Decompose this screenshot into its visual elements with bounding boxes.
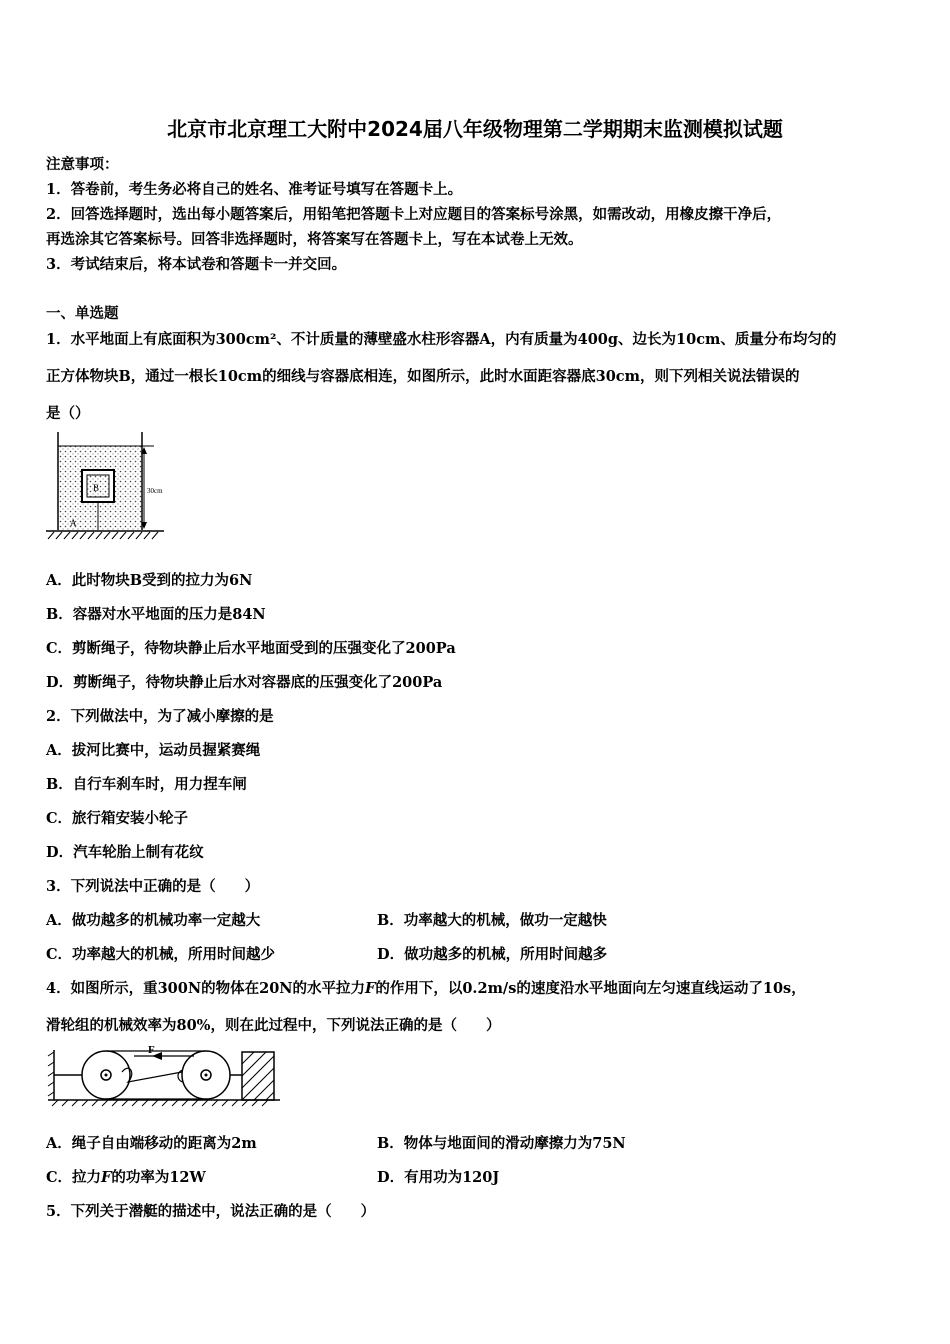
q4-stem-line-1 bbox=[46, 977, 806, 998]
q4-option-a: A．绳子自由端移动的距离为2m bbox=[46, 1135, 257, 1152]
q1-block-label: B bbox=[93, 483, 100, 493]
section-heading: 一、单选题 bbox=[46, 305, 119, 322]
q3-stem: 3．下列说法中正确的是（ ） bbox=[46, 878, 260, 895]
q4-option-b: B．物体与地面间的滑动摩擦力为75N bbox=[377, 1135, 626, 1152]
notice-heading: 注意事项： bbox=[46, 156, 119, 173]
q4-option-c-symbol: F bbox=[101, 1169, 112, 1186]
q2-option-d: D．汽车轮胎上制有花纹 bbox=[46, 844, 204, 861]
q1-option-c: C．剪断绳子，待物块静止后水平地面受到的压强变化了200Pa bbox=[46, 640, 456, 657]
q4-option-c bbox=[46, 1166, 206, 1187]
q2-option-b: B．自行车刹车时，用力捏车闸 bbox=[46, 776, 247, 793]
q3-option-a: A．做功越多的机械功率一定越大 bbox=[46, 912, 261, 929]
q4-pulley-figure bbox=[44, 1042, 284, 1112]
q5-stem: 5．下列关于潜艇的描述中，说法正确的是（ ） bbox=[46, 1203, 376, 1220]
q2-option-a: A．拔河比赛中，运动员握紧赛绳 bbox=[46, 742, 261, 759]
q4-option-c-pre: C．拉力 bbox=[46, 1169, 102, 1186]
q1-container-figure bbox=[44, 430, 184, 545]
q2-option-c: C．旅行箱安装小轮子 bbox=[46, 810, 189, 827]
q4-option-c-post: 的功率为12W bbox=[111, 1169, 206, 1186]
q3-option-b: B．功率越大的机械，做功一定越快 bbox=[377, 912, 607, 929]
q1-stem-line-1: 1．水平地面上有底面积为300cm²、不计质量的薄壁盛水柱形容器A，内有质量为400g、边长为10cm、质量分布均匀的 bbox=[46, 331, 837, 348]
q1-stem-line-2: 正方体物块B，通过一根长10cm的细线与容器底相连，如图所示，此时水面距容器底30cm，则下列相关说法错误的 bbox=[46, 368, 800, 385]
page-title: 北京市北京理工大附中2024届八年级物理第二学期期末监测模拟试题 bbox=[167, 117, 783, 141]
notice-item-1: 1．答卷前，考生务必将自己的姓名、准考证号填写在答题卡上。 bbox=[46, 181, 463, 198]
q1-option-b: B．容器对水平地面的压力是84N bbox=[46, 606, 266, 623]
notice-item-3: 3．考试结束后，将本试卷和答题卡一并交回。 bbox=[46, 256, 347, 273]
q4-stem-line-2: 滑轮组的机械效率为80%，则在此过程中，下列说法正确的是（ ） bbox=[46, 1017, 501, 1034]
q2-stem: 2．下列做法中，为了减小摩擦的是 bbox=[46, 708, 274, 725]
q4-force-label: F bbox=[148, 1044, 155, 1056]
q4-option-d: D．有用功为120J bbox=[377, 1169, 500, 1186]
q1-option-d: D．剪断绳子，待物块静止后水对容器底的压强变化了200Pa bbox=[46, 674, 443, 691]
q3-option-d: D．做功越多的机械，所用时间越多 bbox=[377, 946, 608, 963]
q3-option-c: C．功率越大的机械，所用时间越少 bbox=[46, 946, 276, 963]
q1-stem-line-3: 是（） bbox=[46, 405, 90, 422]
q4-stem-part-2: 的作用下，以0.2m/s的速度沿水平地面向左匀速直线运动了10s， bbox=[375, 980, 806, 997]
q1-height-label: 30cm bbox=[147, 487, 163, 495]
q1-option-a: A．此时物块B受到的拉力为6N bbox=[46, 572, 253, 589]
q4-stem-force-symbol: F bbox=[365, 980, 376, 997]
q1-container-label: A bbox=[70, 518, 77, 528]
q4-stem-part-1: 4．如图所示，重300N的物体在20N的水平拉力 bbox=[46, 980, 366, 997]
notice-item-2-cont: 再选涂其它答案标号。回答非选择题时，将答案写在答题卡上，写在本试卷上无效。 bbox=[46, 231, 583, 248]
notice-item-2: 2．回答选择题时，选出每小题答案后，用铅笔把答题卡上对应题目的答案标号涂黑，如需改动，用橡皮擦干净后， bbox=[46, 206, 782, 223]
